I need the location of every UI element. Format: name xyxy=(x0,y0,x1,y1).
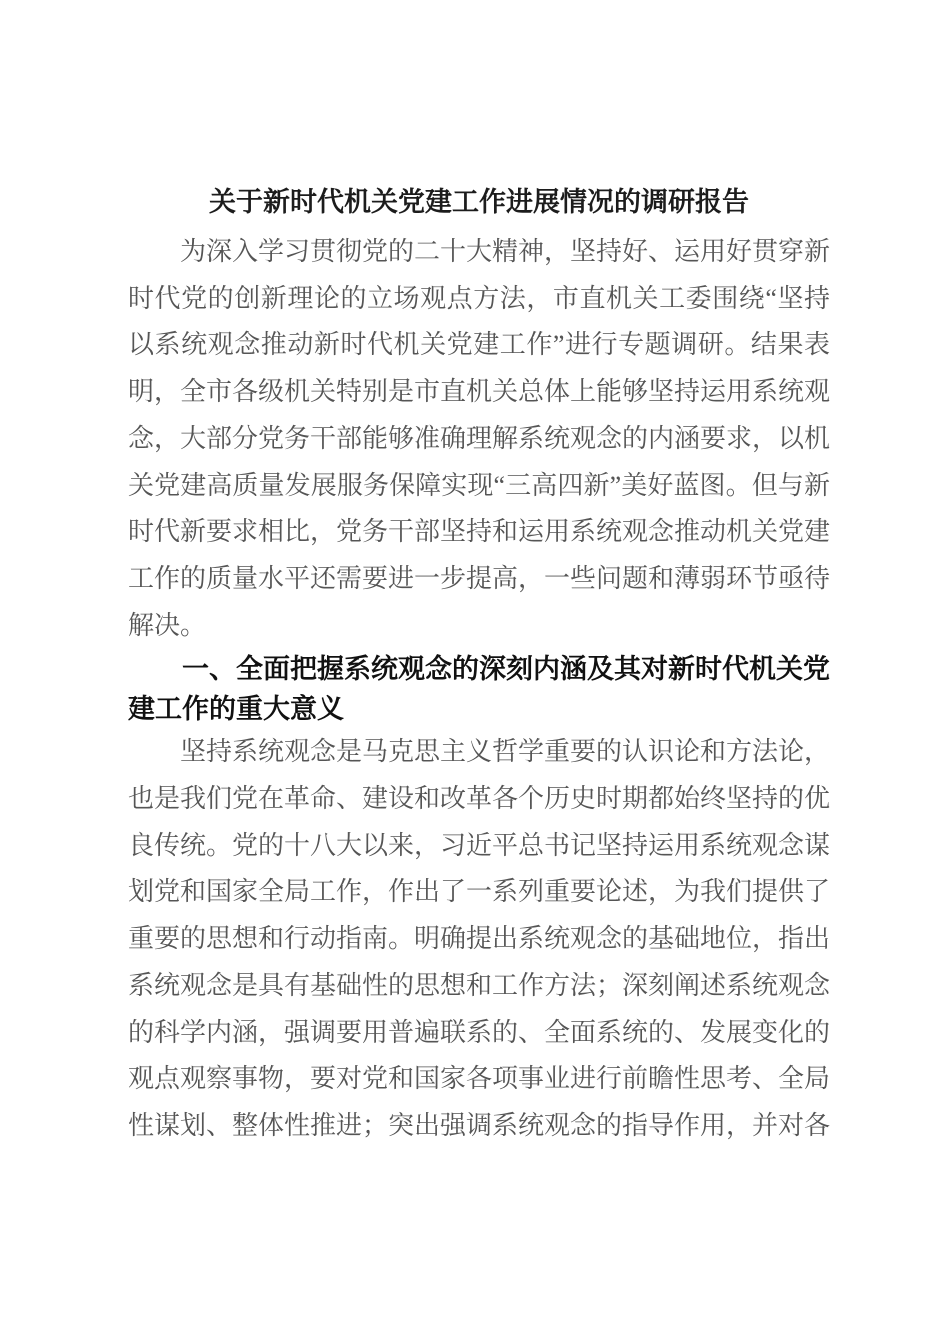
body-paragraph-1: 坚持系统观念是马克思主义哲学重要的认识论和方法论，也是我们党在革命、建设和改革各个历史时期都始终坚持的优良传统。党的十八大以来，习近平总书记坚持运用系统观念谋划党和国家全局工作，作出了一系列重要论述，为我们提供了重要的思想和行动指南。明确提出系统观念的基础地位，指出系统观念是具有基础性的思想和工作方法；深刻阐述系统观念的科学内涵，强调要用普遍联系的、全面系统的、发展变化的观点观察事物，要对党和国家各项事业进行前瞻性思考、全局性谋划、整体性推进；突出强调系统观念的指导作用，并对各 xyxy=(128,737,831,1140)
intro-paragraph: 为深入学习贯彻党的二十大精神，坚持好、运用好贯穿新时代党的创新理论的立场观点方法，市直机关工委围绕“坚持以系统观念推动新时代机关党建工作”进行专题调研。结果表明，全市各级机关特别是市直机关总体上能够坚持运用系统观念，大部分党务干部能够准确理解系统观念的内涵要求，以机关党建高质量发展服务保障实现“三高四新”美好蓝图。但与新时代新要求相比，党务干部坚持和运用系统观念推动机关党建工作的质量水平还需要进一步提高，一些问题和薄弱环节亟待解决。 xyxy=(128,237,831,640)
section-heading-1: 一、全面把握系统观念的深刻内涵及其对新时代机关党建工作的重大意义 xyxy=(128,654,830,725)
document-title: 关于新时代机关党建工作进展情况的调研报告 xyxy=(209,187,749,217)
